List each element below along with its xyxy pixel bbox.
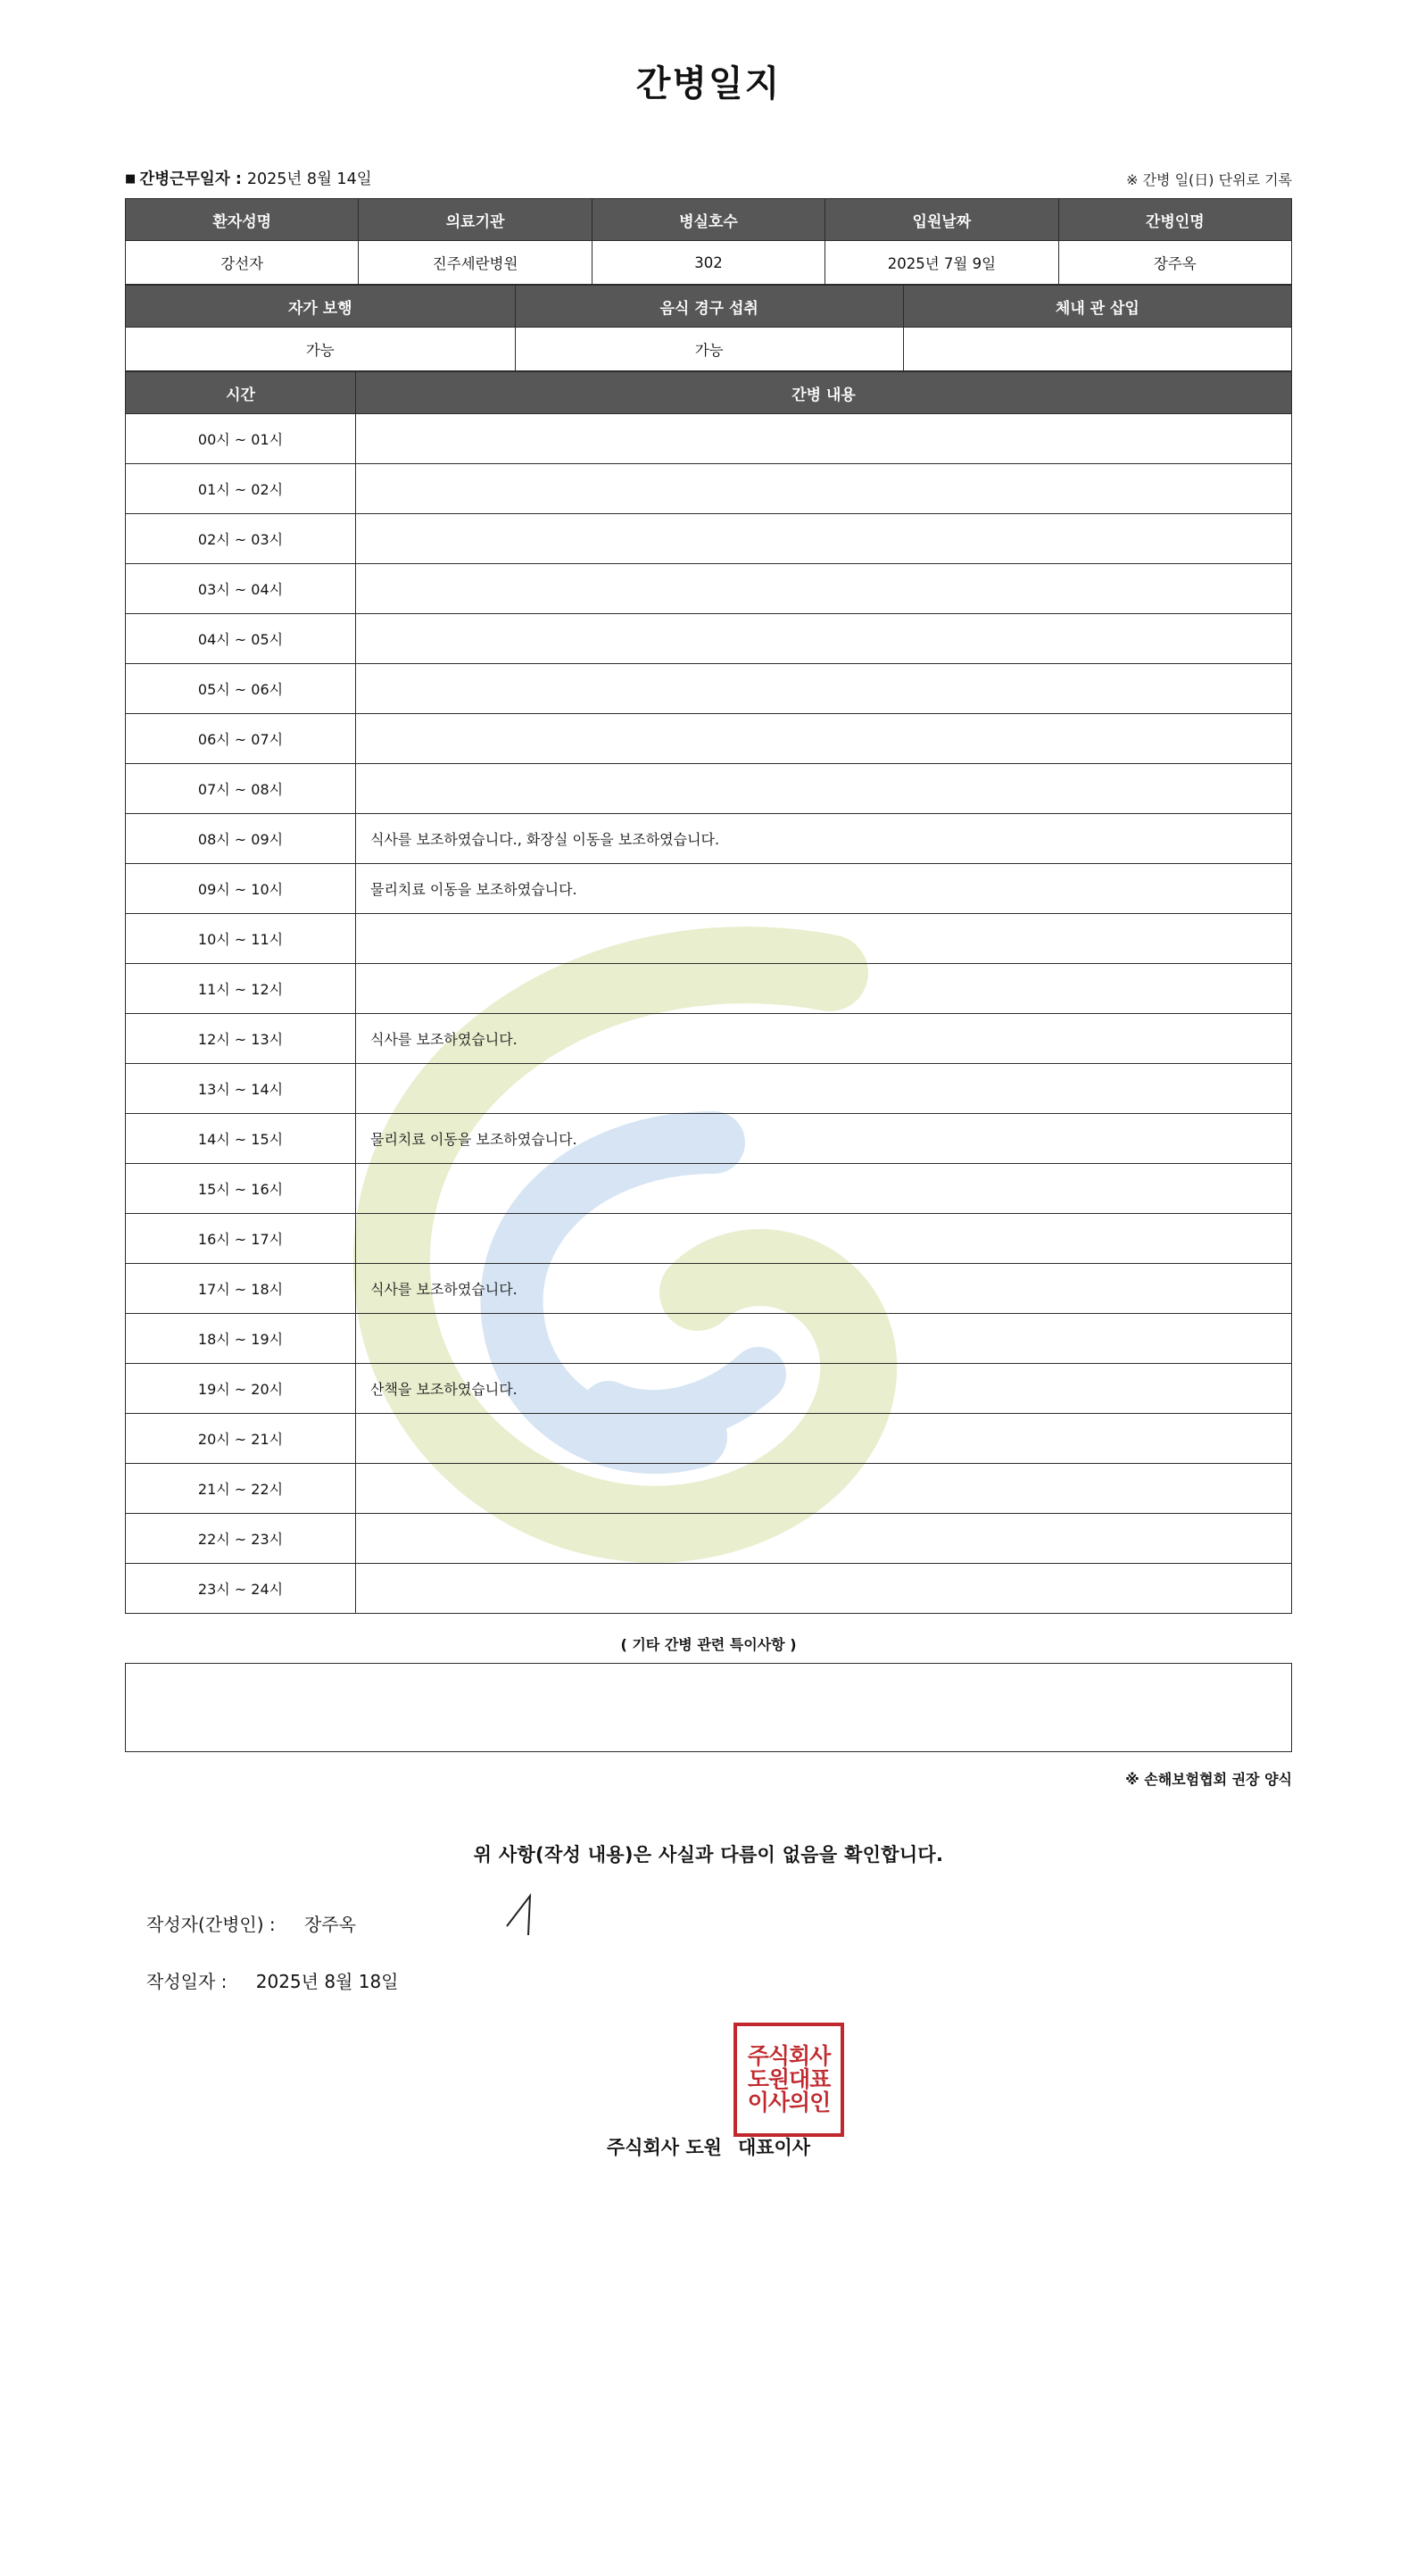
time-slot: 03시 ~ 04시 xyxy=(126,564,356,614)
table-row xyxy=(126,714,1292,764)
time-slot: 14시 ~ 15시 xyxy=(126,1114,356,1164)
care-content[interactable] xyxy=(356,914,1292,964)
table-row xyxy=(126,1414,1292,1464)
care-content[interactable] xyxy=(356,414,1292,464)
time-slot: 08시 ~ 09시 xyxy=(126,814,356,864)
care-content[interactable]: 물리치료 이동을 보조하였습니다. xyxy=(356,864,1292,914)
care-content[interactable]: 산책을 보조하였습니다. xyxy=(356,1364,1292,1414)
work-date-label: 간병근무일자 : xyxy=(139,170,242,188)
table-row xyxy=(126,241,1292,285)
care-content[interactable] xyxy=(356,714,1292,764)
remarks-box[interactable] xyxy=(125,1663,1292,1752)
signature-block xyxy=(125,1910,1292,1994)
work-date-block xyxy=(125,167,372,189)
header-hospital: 의료기관 xyxy=(359,199,592,241)
care-content[interactable] xyxy=(356,1514,1292,1564)
care-content[interactable] xyxy=(356,1564,1292,1614)
value-self-walking: 가능 xyxy=(126,328,516,371)
time-slot: 21시 ~ 22시 xyxy=(126,1464,356,1514)
care-content[interactable] xyxy=(356,664,1292,714)
time-slot: 10시 ~ 11시 xyxy=(126,914,356,964)
value-oral-intake: 가능 xyxy=(515,328,903,371)
time-slot: 02시 ~ 03시 xyxy=(126,514,356,564)
table-row xyxy=(126,328,1292,371)
care-content[interactable] xyxy=(356,564,1292,614)
care-content[interactable]: 식사를 보조하였습니다., 화장실 이동을 보조하였습니다. xyxy=(356,814,1292,864)
square-bullet-icon: ■ xyxy=(125,172,137,186)
care-content[interactable] xyxy=(356,1214,1292,1264)
time-slot: 09시 ~ 10시 xyxy=(126,864,356,914)
table-row xyxy=(126,1214,1292,1264)
header-patient-name: 환자성명 xyxy=(126,199,359,241)
time-slot: 13시 ~ 14시 xyxy=(126,1064,356,1114)
subheader xyxy=(125,167,1292,189)
care-content[interactable] xyxy=(356,614,1292,664)
table-row xyxy=(126,764,1292,814)
stamp-line-1: 주식회사 xyxy=(747,2043,831,2069)
company-seal-stamp xyxy=(733,2023,844,2137)
table-row xyxy=(126,814,1292,864)
care-content[interactable] xyxy=(356,1064,1292,1114)
table-row xyxy=(126,414,1292,464)
table-row xyxy=(126,1314,1292,1364)
value-admission-date: 2025년 7월 9일 xyxy=(825,241,1058,285)
table-row xyxy=(126,1514,1292,1564)
author-name: 장주옥 xyxy=(303,1914,356,1935)
care-content[interactable] xyxy=(356,764,1292,814)
patient-info-table xyxy=(125,198,1292,285)
time-slot: 06시 ~ 07시 xyxy=(126,714,356,764)
care-content[interactable] xyxy=(356,464,1292,514)
confirmation-statement: 위 사항(작성 내용)은 사실과 다름이 없음을 확인합니다. xyxy=(473,1844,944,1866)
time-slot: 01시 ~ 02시 xyxy=(126,464,356,514)
time-slot: 07시 ~ 08시 xyxy=(126,764,356,814)
value-patient-name: 강선자 xyxy=(126,241,359,285)
care-content[interactable]: 식사를 보조하였습니다. xyxy=(356,1014,1292,1064)
table-row xyxy=(126,1464,1292,1514)
header-oral-intake: 음식 경구 섭취 xyxy=(515,286,903,328)
table-row xyxy=(126,664,1292,714)
table-row xyxy=(126,1364,1292,1414)
care-content[interactable] xyxy=(356,1314,1292,1364)
time-slot: 16시 ~ 17시 xyxy=(126,1214,356,1264)
value-room-number: 302 xyxy=(592,241,825,285)
date-line xyxy=(146,1967,1292,1994)
time-slot: 11시 ~ 12시 xyxy=(126,964,356,1014)
time-slot: 19시 ~ 20시 xyxy=(126,1364,356,1414)
time-slot: 00시 ~ 01시 xyxy=(126,414,356,464)
care-log-table xyxy=(125,371,1292,1614)
company-footer xyxy=(125,2043,1292,2167)
table-header-row xyxy=(126,286,1292,328)
care-content[interactable] xyxy=(356,514,1292,564)
care-content[interactable] xyxy=(356,1414,1292,1464)
header-caregiver-name: 간병인명 xyxy=(1058,199,1291,241)
care-content[interactable]: 물리치료 이동을 보조하였습니다. xyxy=(356,1114,1292,1164)
table-row xyxy=(126,1014,1292,1064)
time-slot: 12시 ~ 13시 xyxy=(126,1014,356,1064)
header-tube-insertion: 체내 관 삽입 xyxy=(903,286,1291,328)
table-row xyxy=(126,1564,1292,1614)
header-care-content: 간병 내용 xyxy=(356,372,1292,414)
table-row xyxy=(126,1064,1292,1114)
care-content[interactable]: 식사를 보조하였습니다. xyxy=(356,1264,1292,1314)
time-slot: 18시 ~ 19시 xyxy=(126,1314,356,1364)
remarks-title: ( 기타 간병 관련 특이사항 ) xyxy=(620,1636,797,1653)
table-row xyxy=(126,1114,1292,1164)
work-date-value: 2025년 8월 14일 xyxy=(246,170,372,188)
unit-note: ※ 간병 일(日) 단위로 기록 xyxy=(1126,171,1292,188)
header-room-number: 병실호수 xyxy=(592,199,825,241)
time-slot: 05시 ~ 06시 xyxy=(126,664,356,714)
table-row xyxy=(126,614,1292,664)
time-slot: 04시 ~ 05시 xyxy=(126,614,356,664)
value-caregiver-name: 장주옥 xyxy=(1058,241,1291,285)
header-time: 시간 xyxy=(126,372,356,414)
table-row xyxy=(126,514,1292,564)
time-slot: 20시 ~ 21시 xyxy=(126,1414,356,1464)
time-slot: 17시 ~ 18시 xyxy=(126,1264,356,1314)
company-name: 주식회사 도원 xyxy=(606,2137,722,2158)
page-title: 간병일지 xyxy=(635,63,782,104)
table-header-row xyxy=(126,199,1292,241)
condition-table xyxy=(125,285,1292,371)
table-row xyxy=(126,914,1292,964)
care-content[interactable] xyxy=(356,964,1292,1014)
handwritten-check-mark-icon xyxy=(503,1890,557,1939)
stamp-line-3: 이사의인 xyxy=(747,2090,831,2115)
value-tube-insertion xyxy=(903,328,1291,371)
header-admission-date: 입원날짜 xyxy=(825,199,1058,241)
author-label: 작성자(간병인) : xyxy=(146,1914,276,1935)
header-self-walking: 자가 보행 xyxy=(126,286,516,328)
table-row xyxy=(126,964,1292,1014)
table-row xyxy=(126,464,1292,514)
sign-date-value: 2025년 8월 18일 xyxy=(255,1971,399,1992)
care-content[interactable] xyxy=(356,1164,1292,1214)
company-name-row xyxy=(125,2133,1292,2160)
time-slot: 15시 ~ 16시 xyxy=(126,1164,356,1214)
table-row xyxy=(126,864,1292,914)
company-role: 대표이사 xyxy=(737,2137,811,2158)
sign-date-label: 작성일자 : xyxy=(146,1971,228,1992)
time-slot: 23시 ~ 24시 xyxy=(126,1564,356,1614)
table-row xyxy=(126,1264,1292,1314)
value-hospital: 진주세란병원 xyxy=(359,241,592,285)
table-header-row xyxy=(126,372,1292,414)
association-note: ※ 손해보험협회 권장 양식 xyxy=(1125,1771,1292,1788)
time-slot: 22시 ~ 23시 xyxy=(126,1514,356,1564)
stamp-line-2: 도원대표 xyxy=(747,2066,831,2092)
table-row xyxy=(126,1164,1292,1214)
care-content[interactable] xyxy=(356,1464,1292,1514)
author-line xyxy=(146,1910,1292,1937)
table-row xyxy=(126,564,1292,614)
